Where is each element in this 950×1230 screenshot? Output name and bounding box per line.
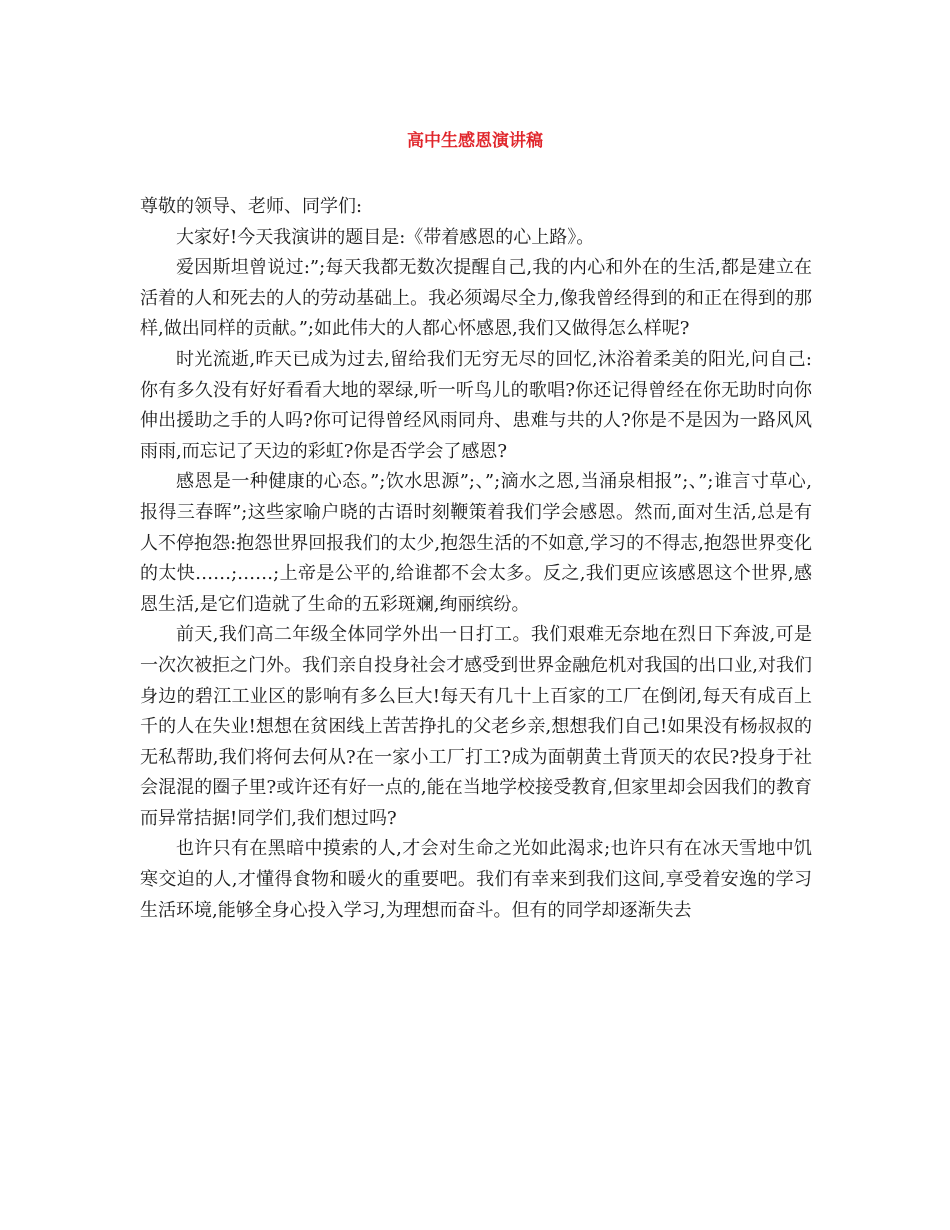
document-title: 高中生感恩演讲稿 [407,131,543,151]
paragraph: 爱因斯坦曾说过:”;每天我都无数次提醒自己,我的内心和外在的生活,都是建立在活着的人和死去的人的劳动基础上。我必须竭尽全力,像我曾经得到的和正在得到的那样,做出同样的贡献。”;如此伟大的人都心怀感恩,我们又做得怎么样呢? [140,257,812,340]
paragraph: 也许只有在黑暗中摸索的人,才会对生命之光如此渴求;也许只有在冰天雪地中饥寒交迫的人,才懂得食物和暖火的重要吧。我们有幸来到我们这间,享受着安逸的学习生活环境,能够全身心投入学习,为理想而奋斗。但有的同学却逐渐失去 [140,838,812,921]
paragraph: 时光流逝,昨天已成为过去,留给我们无穷无尽的回忆,沐浴着柔美的阳光,问自己:你有多久没有好好看看大地的翠绿,听一听鸟儿的歌唱?你还记得曾经在你无助时向你伸出援助之手的人吗?你可记得曾经风雨同舟、患难与共的人?你是不是因为一路风风雨雨,而忘记了天边的彩虹?你是否学会了感恩? [140,348,813,462]
salutation: 尊敬的领导、老师、同学们: [140,196,363,217]
paragraph: 大家好!今天我演讲的题目是:《带着感恩的心上路》。 [176,226,595,248]
paragraph: 感恩是一种健康的心态。”;饮水思源”;、”;滴水之恩,当涌泉相报”;、”;谁言寸草心,报得三春晖”;这些家喻户晓的古语时刻鞭策着我们学会感恩。然而,面对生活,总是有人不停抱怨:抱怨世界回报我们的太少,抱怨生活的不如意,学习的不得志,抱怨世界变化的太快……;……;上帝是公平的,给谁都不会太多。反之,我们更应该感恩这个世界,感恩生活,是它们造就了生命的五彩斑斓,绚丽缤纷。 [140,471,812,615]
document-body [140,192,812,926]
paragraph: 前天,我们高二年级全体同学外出一日打工。我们艰难无奈地在烈日下奔波,可是一次次被拒之门外。我们亲自投身社会才感受到世界金融危机对我国的出口业,对我们身边的碧江工业区的影响有多么巨大!每天有几十上百家的工厂在倒闭,每天有成百上千的人在失业!想想在贫困线上苦苦挣扎的父老乡亲,想想我们自己!如果没有杨叔叔的无私帮助,我们将何去何从?在一家小工厂打工?成为面朝黄土背顶天的农民?投身于社会混混的圈子里?或许还有好一点的,能在当地学校接受教育,但家里却会因我们的教育而异常拮据!同学们,我们想过吗? [140,624,812,829]
